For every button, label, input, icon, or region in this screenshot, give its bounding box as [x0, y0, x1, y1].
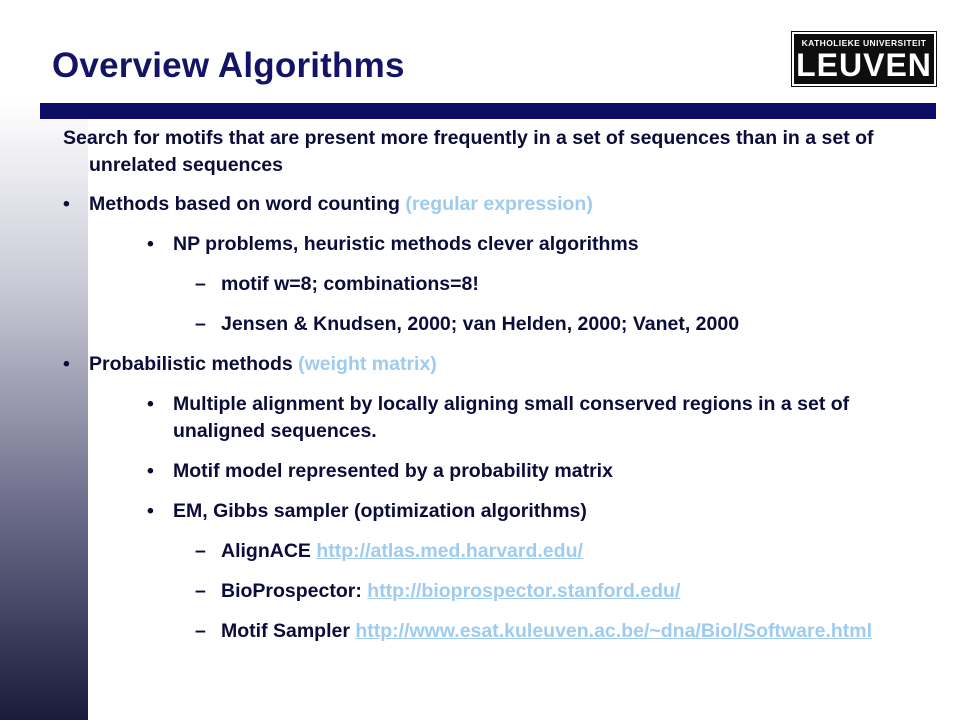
item-text: Multiple alignment by locally aligning small conserved regions in a set of unaligned sequences.	[173, 393, 850, 442]
intro-text: Search for motifs that are present more frequently in a set of sequences than in a set of unrelated sequences	[63, 127, 874, 176]
dash-marker: –	[195, 273, 206, 295]
item-text: Motif Sampler	[221, 620, 356, 642]
bullet-marker: •	[147, 393, 154, 415]
list-item	[63, 271, 943, 298]
list-item	[63, 391, 943, 445]
item-text: Methods based on word counting	[89, 193, 406, 215]
motif-sampler-link[interactable]: http://www.esat.kuleuven.ac.be/~dna/Biol/Software.html	[355, 620, 873, 642]
bioprospector-link[interactable]: http://bioprospector.stanford.edu/	[367, 580, 681, 602]
dash-marker: –	[195, 620, 206, 642]
list-item	[63, 351, 943, 378]
item-accent: (weight matrix)	[298, 353, 437, 375]
bullet-marker: •	[147, 500, 154, 522]
bullet-marker: •	[147, 460, 154, 482]
list-item	[63, 458, 943, 485]
logo-main-text: LEUVEN	[796, 47, 932, 83]
slide-title: Overview Algorithms	[52, 46, 405, 85]
item-text: Jensen & Knudsen, 2000; van Helden, 2000; Vanet, 2000	[221, 313, 740, 335]
list-item	[63, 578, 943, 605]
item-text: NP problems, heuristic methods clever algorithms	[173, 233, 639, 255]
title-divider	[40, 103, 936, 119]
list-item	[63, 231, 943, 258]
item-text: AlignACE	[221, 540, 317, 562]
dash-marker: –	[195, 540, 206, 562]
list-item	[63, 311, 943, 338]
item-text: Probabilistic methods	[89, 353, 299, 375]
bullet-marker: •	[63, 193, 70, 215]
slide-body	[63, 125, 943, 658]
dash-marker: –	[195, 313, 206, 335]
item-text: motif w=8; combinations=8!	[221, 273, 479, 295]
list-item	[63, 538, 943, 565]
bullet-marker: •	[63, 353, 70, 375]
dash-marker: –	[195, 580, 206, 602]
university-logo	[792, 32, 936, 86]
item-text: BioProspector:	[221, 580, 368, 602]
alignace-link[interactable]: http://atlas.med.harvard.edu/	[316, 540, 583, 562]
list-item	[63, 191, 943, 218]
item-text: Motif model represented by a probability matrix	[173, 460, 613, 482]
item-accent: (regular expression)	[405, 193, 593, 215]
list-item	[63, 618, 943, 645]
list-item	[63, 498, 943, 525]
item-text: EM, Gibbs sampler (optimization algorithms)	[173, 500, 587, 522]
bullet-marker: •	[147, 233, 154, 255]
logo-top-text: KATHOLIEKE UNIVERSITEIT	[801, 38, 927, 48]
